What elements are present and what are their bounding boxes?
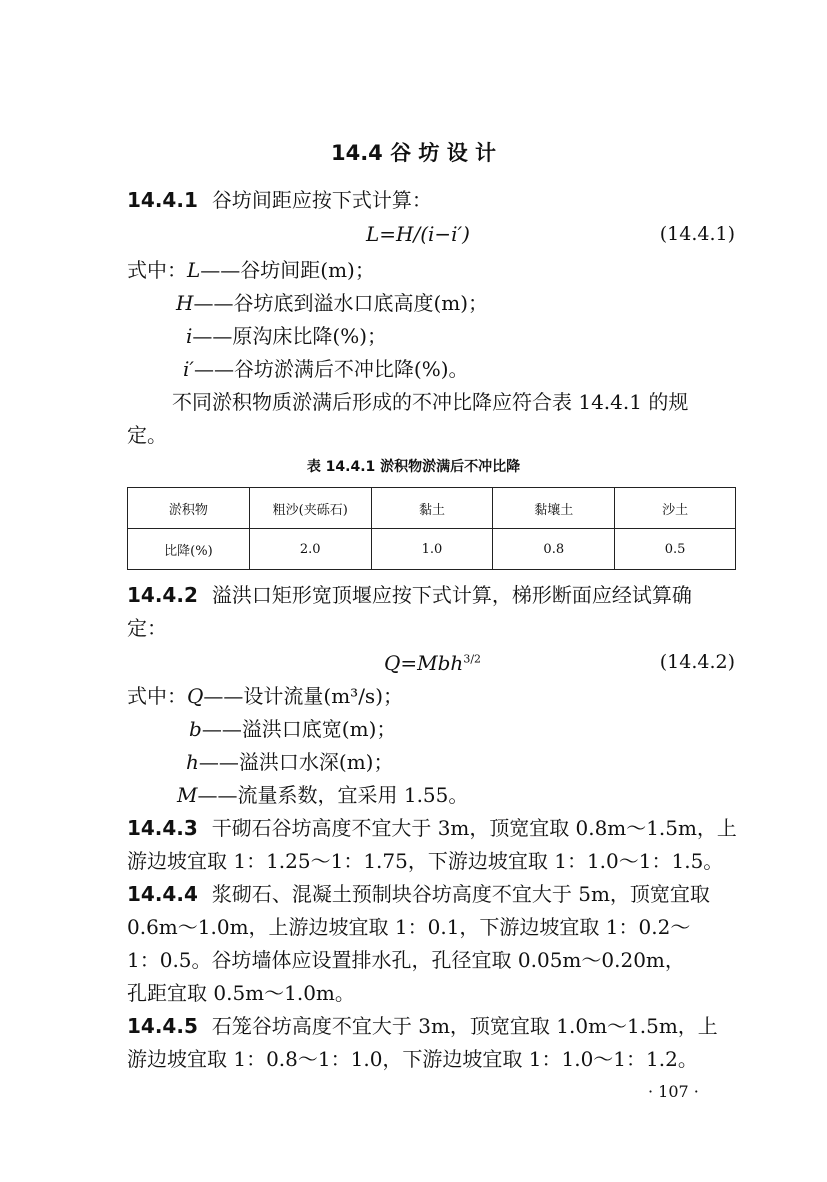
table-cell: 2.0 [249,529,371,570]
variable-symbol: b [189,717,202,741]
variable-symbol: i [186,324,193,348]
where-label: 式中： [127,684,187,708]
table-header-cell: 沙土 [615,488,736,529]
clause-number: 14.4.4 [127,882,198,906]
where-row [189,716,396,742]
table-header-row [128,488,736,529]
formula-body: Q=Mbh [384,651,464,675]
paragraph-line: 定： [127,616,167,640]
table-cell: 0.8 [493,529,615,570]
table-row [128,529,736,570]
variable-desc: ——流量系数，宜采用 1.55。 [197,783,469,807]
table-header-cell: 黏壤土 [493,488,615,529]
clause-text: 浆砌石、混凝土预制块谷坊高度不宜大于 5m，顶宽宜取 [211,882,710,906]
clause-number: 14.4.5 [127,1014,198,1038]
clause-14-4-2 [127,582,692,608]
variable-desc: ——溢洪口底宽(m)； [201,717,397,741]
table-caption: 表 14.4.1 淤积物淤满后不冲比降 [306,459,521,475]
variable-desc: ——谷坊间距(m)； [200,258,375,282]
where-row [177,782,468,808]
clause-number: 14.4.2 [127,583,198,607]
clause-text: 干砌石谷坊高度不宜大于 3m，顶宽宜取 0.8m～1.5m，上 [211,816,737,840]
table-cell: 0.5 [615,529,736,570]
equation-number: (14.4.1) [659,223,735,245]
where-row [183,356,469,382]
page-number: · 107 · [648,1082,699,1101]
table-cell: 比降(%) [128,529,250,570]
formula-14-4-2 [384,651,481,675]
clause-text: 石笼谷坊高度不宜大于 3m，顶宽宜取 1.0m～1.5m，上 [211,1014,718,1038]
variable-symbol: h [186,750,199,774]
paragraph-line: 定。 [127,423,167,447]
variable-desc: ——溢洪口水深(m)； [198,750,394,774]
table-cell: 1.0 [371,529,493,570]
where-row [127,683,403,709]
where-row [186,323,387,349]
clause-14-4-4 [127,881,710,907]
formula-exponent: 3/2 [463,652,482,666]
equation-number: (14.4.2) [659,651,735,673]
variable-desc: ——设计流量(m³/s)； [203,684,403,708]
where-row [186,749,393,775]
paragraph-line: 孔距宜取 0.5m～1.0m。 [127,981,355,1005]
paragraph-line: 游边坡宜取 1：0.8～1：1.0，下游边坡宜取 1：1.0～1：1.2。 [127,1047,698,1071]
variable-desc: ——原沟床比降(%)； [192,324,388,348]
table-header-cell: 粗沙(夹砾石) [249,488,371,529]
clause-number: 14.4.3 [127,816,198,840]
variable-symbol: i′ [183,357,194,381]
clause-14-4-3 [127,815,737,841]
where-row [127,257,375,283]
clause-number: 14.4.1 [127,188,198,212]
variable-symbol: Q [187,684,204,708]
clause-14-4-1 [127,187,432,213]
paragraph-line: 0.6m～1.0m，上游边坡宜取 1：0.1，下游边坡宜取 1：0.2～ [127,915,691,939]
where-label: 式中： [127,258,187,282]
variable-desc: ——谷坊淤满后不冲比降(%)。 [193,357,469,381]
clause-14-4-5 [127,1013,718,1039]
paragraph-line: 1：0.5。谷坊墙体应设置排水孔，孔径宜取 0.05m～0.20m， [127,948,685,972]
where-row [176,290,488,316]
clause-text: 溢洪口矩形宽顶堰应按下式计算，梯形断面应经试算确 [211,583,692,607]
table-header-cell: 淤积物 [128,488,250,529]
formula-14-4-1: L=H/(i−i′) [366,222,470,246]
table-header-cell: 黏土 [371,488,493,529]
paragraph-line: 游边坡宜取 1：1.25～1：1.75，下游边坡宜取 1：1.0～1：1.5。 [127,849,724,873]
variable-symbol: M [177,783,198,807]
variable-desc: ——谷坊底到溢水口底高度(m)； [193,291,489,315]
clause-text: 谷坊间距应按下式计算： [211,188,432,212]
variable-symbol: H [176,291,194,315]
section-title: 14.4 谷 坊 设 计 [330,141,497,165]
variable-symbol: L [187,258,201,282]
data-table [127,487,736,570]
paragraph-line: 不同淤积物质淤满后形成的不冲比降应符合表 14.4.1 的规 [172,390,689,414]
